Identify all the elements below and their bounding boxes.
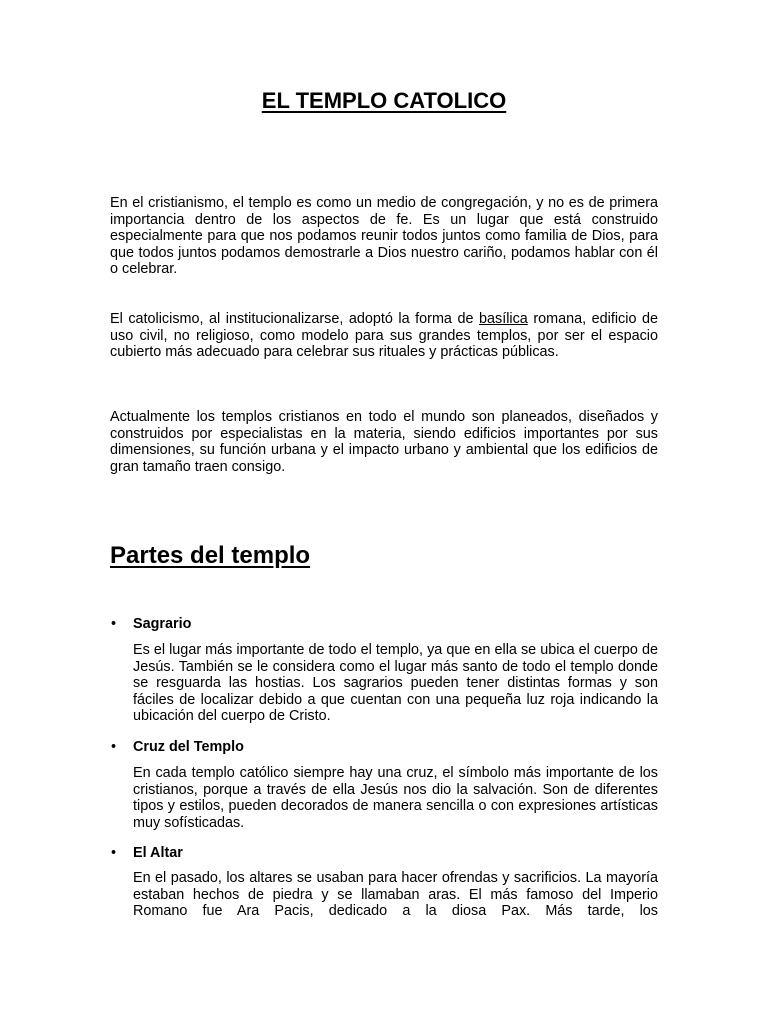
intro-paragraph-2	[110, 311, 658, 361]
part-label-altar	[111, 845, 183, 862]
paragraph-text: El catolicismo, al institucionalizarse, adoptó la forma de	[110, 311, 479, 327]
part-label-text: Sagrario	[133, 616, 192, 632]
part-label-text: Cruz del Templo	[133, 739, 244, 755]
part-text-altar: En el pasado, los altares se usaban para hacer ofrendas y sacrificios. La mayoría estaban hechos de piedra y se llamaban aras. El más famoso del Imperio Romano fue Ara Pacis, dedicado a la diosa Pax. Más tarde, los	[133, 870, 658, 920]
part-label-text: El Altar	[133, 845, 183, 861]
part-label-sagrario	[111, 616, 192, 633]
part-text-sagrario: Es el lugar más importante de todo el templo, ya que en ella se ubica el cuerpo de Jesús. También se le considera como el lugar más santo de todo el templo donde se resguarda las hostias. Los sagrarios pueden tener distintas formas y son fáciles de localizar debido a que cuentan con una pequeña luz roja indicando la ubicación del cuerpo de Cristo.	[133, 642, 658, 725]
basilica-link[interactable]: basílica	[479, 311, 528, 327]
part-label-cruz	[111, 739, 244, 756]
page-title: EL TEMPLO CATOLICO	[261, 88, 507, 113]
intro-paragraph-1: En el cristianismo, el templo es como un medio de congregación, y no es de primera importancia dentro de los aspectos de fe. Es un lugar que está construido especialmente para que nos podamos reunir todos juntos como familia de Dios, para que todos juntos podamos demostrarle a Dios nuestro cariño, podamos hablar con él o celebrar.	[110, 195, 658, 278]
section-heading: Partes del templo	[110, 542, 311, 569]
bullet-icon: •	[111, 845, 117, 861]
intro-paragraph-3: Actualmente los templos cristianos en todo el mundo son planeados, diseñados y construidos por especialistas en la materia, siendo edificios importantes por sus dimensiones, su función urbana y el impacto urbano y ambiental que los edificios de gran tamaño traen consigo.	[110, 409, 658, 475]
bullet-icon: •	[111, 739, 117, 755]
part-text-cruz: En cada templo católico siempre hay una cruz, el símbolo más importante de los cristianos, porque a través de ella Jesús nos dio la salvación. Son de diferentes tipos y estilos, pueden decorados de manera sencilla o con expresiones artísticas muy sofísticadas.	[133, 765, 658, 831]
bullet-icon: •	[111, 616, 117, 632]
paragraph-text: romana, edificio de uso civil, no religioso, como modelo para sus grandes templos, por ser el espacio cubierto más adecuado para celebrar sus rituales y prácticas públicas.	[110, 311, 658, 361]
